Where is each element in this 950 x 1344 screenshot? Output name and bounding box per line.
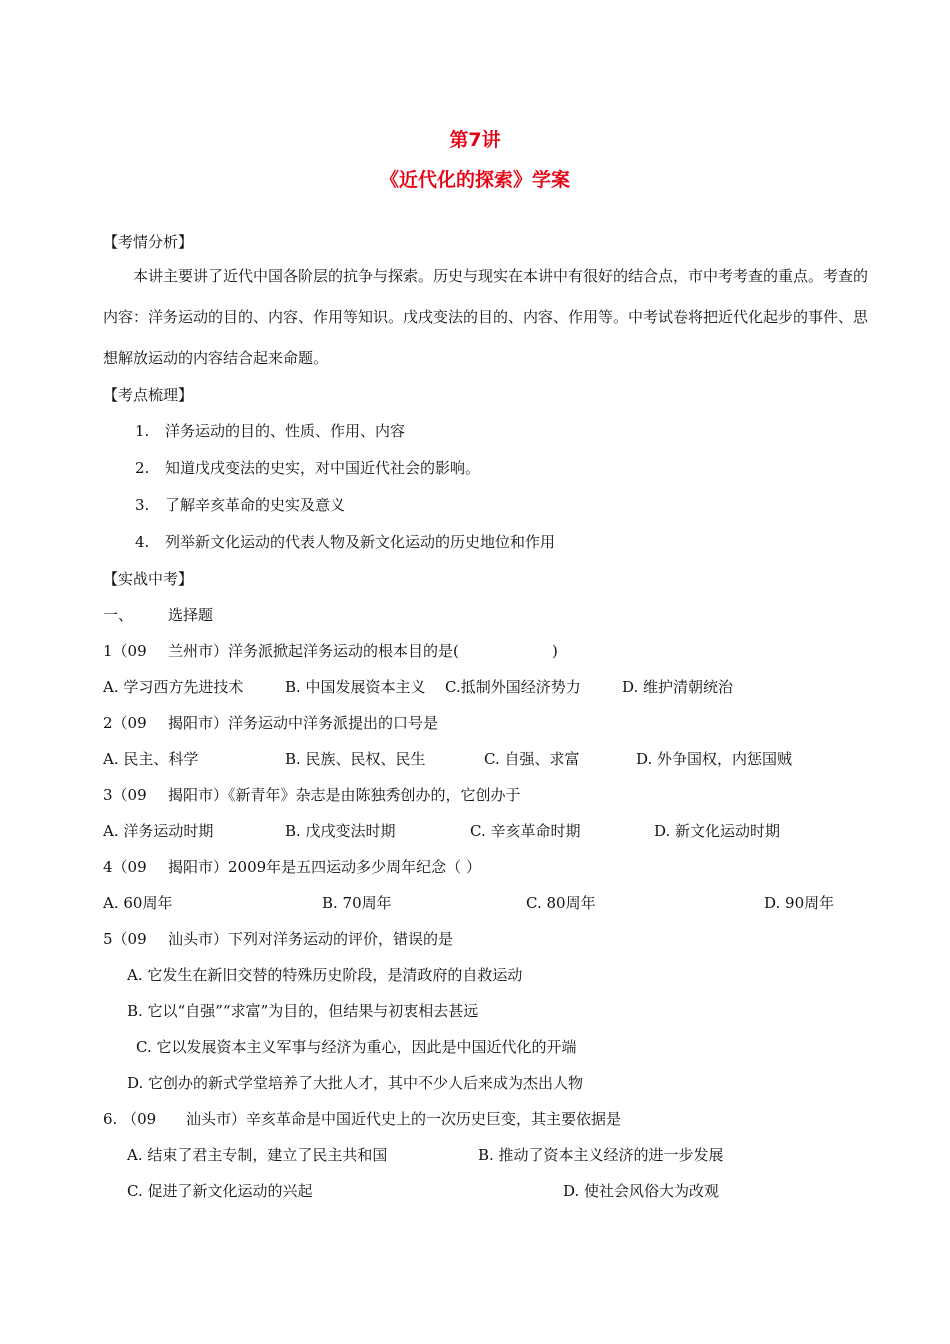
question-1-stem: 兰州市）洋务派掀起洋务运动的根本目的是( — [168, 642, 459, 660]
section-title: 选择题 — [168, 606, 214, 624]
practice-heading: 【实战中考】 — [103, 570, 194, 588]
point-text: 知道戊戌变法的史实，对中国近代社会的影响。 — [165, 459, 481, 477]
question-5-option-b: B. 它以“自强”“求富”为目的，但结果与初衷相去甚远 — [127, 1002, 479, 1020]
question-1-option-a: A. 学习西方先进技术 — [103, 678, 244, 696]
question-4-option-c: C. 80周年 — [526, 894, 596, 912]
point-number: 1. — [135, 422, 150, 440]
question-2-option-a: A. 民主、科学 — [103, 750, 199, 768]
point-text: 列举新文化运动的代表人物及新文化运动的历史地位和作用 — [165, 533, 556, 551]
question-4-option-a: A. 60周年 — [103, 894, 173, 912]
question-3-source: 3（09 — [103, 786, 147, 804]
question-6-source: 6. （09 — [103, 1110, 157, 1128]
lecture-title: 第7讲 — [449, 129, 501, 151]
question-6-stem: 汕头市）辛亥革命是中国近代史上的一次历史巨变，其主要依据是 — [186, 1110, 622, 1128]
question-3-option-d: D. 新文化运动时期 — [654, 822, 781, 840]
question-5-option-d: D. 它创办的新式学堂培养了大批人才，其中不少人后来成为杰出人物 — [127, 1074, 584, 1092]
point-text: 洋务运动的目的、性质、作用、内容 — [165, 422, 406, 440]
question-5-source: 5（09 — [103, 930, 147, 948]
question-1-option-c: C.抵制外国经济势力 — [445, 678, 581, 696]
section-number: 一、 — [103, 606, 134, 624]
analysis-paragraph: 本讲主要讲了近代中国各阶层的抗争与探索。历史与现实在本讲中有很好的结合点，市中考考查的重点。考查的内容：洋务运动的目的、内容、作用等知识。戊戌变法的目的、内容、作用等。中考试卷将把近代化起步的事件、思想解放运动的内容结合起来命题。 — [103, 267, 869, 367]
question-5-stem: 汕头市）下列对洋务运动的评价，错误的是 — [168, 930, 454, 948]
question-5-option-a: A. 它发生在新旧交替的特殊历史阶段，是清政府的自救运动 — [127, 966, 523, 984]
question-2-source: 2（09 — [103, 714, 147, 732]
question-4-option-d: D. 90周年 — [764, 894, 835, 912]
question-1-source: 1（09 — [103, 642, 147, 660]
question-2-option-b: B. 民族、民权、民生 — [285, 750, 426, 768]
point-number: 2. — [135, 459, 150, 477]
question-2-option-c: C. 自强、求富 — [484, 750, 580, 768]
question-3-option-a: A. 洋务运动时期 — [103, 822, 214, 840]
question-1-option-b: B. 中国发展资本主义 — [285, 678, 426, 696]
points-heading: 【考点梳理】 — [103, 386, 194, 404]
question-1-option-d: D. 维护清朝统治 — [622, 678, 734, 696]
question-4-source: 4（09 — [103, 858, 147, 876]
question-5-option-c: C. 它以发展资本主义军事与经济为重心，因此是中国近代化的开端 — [136, 1038, 577, 1056]
point-text: 了解辛亥革命的史实及意义 — [165, 496, 346, 514]
question-2-option-d: D. 外争国权，内惩国贼 — [636, 750, 793, 768]
question-6-option-b: B. 推动了资本主义经济的进一步发展 — [478, 1146, 724, 1164]
question-6-option-a: A. 结束了君主专制，建立了民主共和国 — [127, 1146, 388, 1164]
point-number: 3. — [135, 496, 150, 514]
question-2-stem: 揭阳市）洋务运动中洋务派提出的口号是 — [168, 714, 439, 732]
question-4-stem: 揭阳市）2009年是五四运动多少周年纪念（ ） — [168, 858, 481, 876]
question-3-stem: 揭阳市）《新青年》杂志是由陈独秀创办的，它创办于 — [168, 786, 521, 804]
page-title: 《近代化的探索》学案 — [379, 169, 570, 191]
point-number: 4. — [135, 533, 150, 551]
question-6-option-c: C. 促进了新文化运动的兴起 — [127, 1182, 313, 1200]
question-6-option-d: D. 使社会风俗大为改观 — [563, 1182, 720, 1200]
question-4-option-b: B. 70周年 — [322, 894, 392, 912]
analysis-heading: 【考情分析】 — [103, 233, 194, 251]
question-3-option-b: B. 戊戌变法时期 — [285, 822, 396, 840]
question-1-paren: ) — [552, 642, 558, 660]
question-3-option-c: C. 辛亥革命时期 — [470, 822, 581, 840]
